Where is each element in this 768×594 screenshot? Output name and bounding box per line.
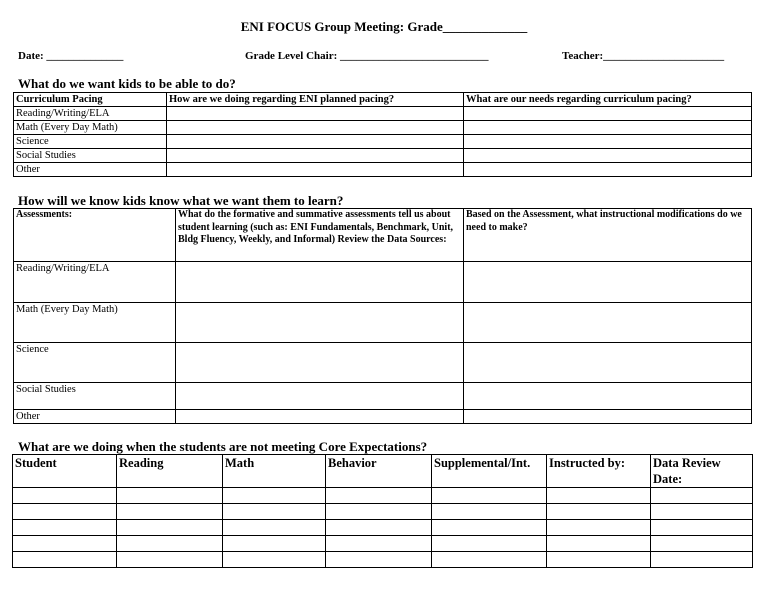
table-cell	[13, 552, 117, 568]
column-header: Data Review Date:	[651, 455, 753, 488]
table-cell	[13, 520, 117, 536]
table-cell	[176, 303, 464, 343]
table-cell	[464, 163, 752, 177]
table-row	[14, 410, 752, 424]
row-label: Science	[14, 135, 167, 149]
row-label: Social Studies	[14, 383, 176, 410]
column-header: Curriculum Pacing	[14, 93, 167, 107]
table-cell	[432, 504, 547, 520]
table-row	[13, 504, 753, 520]
table-cell	[167, 135, 464, 149]
table-cell	[464, 107, 752, 121]
column-header: Based on the Assessment, what instructional modifications do we need to make?	[464, 209, 752, 262]
table-header-row	[14, 93, 752, 107]
column-header: What do the formative and summative assessments tell us about student learning (such as: ENI Fundamentals, Benchmark, Unit, Bldg Fluency, Weekly, and Informal) Review the Data Sources:	[176, 209, 464, 262]
date-field: Date: ______________	[18, 50, 124, 62]
row-label: Other	[14, 163, 167, 177]
table-cell	[651, 536, 753, 552]
column-header: Instructed by:	[547, 455, 651, 488]
column-header: Student	[13, 455, 117, 488]
table-cell	[651, 520, 753, 536]
table-cell	[223, 488, 326, 504]
table-cell	[117, 488, 223, 504]
teacher-field: Teacher:______________________	[562, 50, 725, 62]
table-row	[13, 488, 753, 504]
table-cell	[223, 504, 326, 520]
table-cell	[464, 383, 752, 410]
table-header-row	[13, 455, 753, 488]
row-label: Reading/Writing/ELA	[14, 107, 167, 121]
table-row	[14, 121, 752, 135]
table-cell	[547, 488, 651, 504]
row-label: Math (Every Day Math)	[14, 121, 167, 135]
section3-heading: What are we doing when the students are not meeting Core Expectations?	[18, 439, 428, 454]
table-row	[14, 163, 752, 177]
table-cell	[547, 504, 651, 520]
table-cell	[326, 520, 432, 536]
table-row	[14, 383, 752, 410]
page-title: ENI FOCUS Group Meeting: Grade_____________	[240, 19, 528, 34]
table-row	[14, 149, 752, 163]
table-cell	[176, 383, 464, 410]
table-cell	[464, 149, 752, 163]
table-cell	[326, 504, 432, 520]
table-cell	[117, 552, 223, 568]
table-row	[13, 536, 753, 552]
section2-heading: How will we know kids know what we want them to learn?	[18, 193, 344, 208]
table-cell	[432, 536, 547, 552]
section1-heading: What do we want kids to be able to do?	[18, 76, 236, 91]
table-cell	[176, 343, 464, 383]
table-cell	[176, 410, 464, 424]
table-row	[14, 107, 752, 121]
row-label: Science	[14, 343, 176, 383]
table-cell	[464, 135, 752, 149]
table-cell	[13, 504, 117, 520]
table-cell	[432, 488, 547, 504]
table-cell	[223, 552, 326, 568]
table-row	[14, 303, 752, 343]
table-cell	[326, 552, 432, 568]
table-cell	[651, 504, 753, 520]
table-cell	[223, 520, 326, 536]
row-label: Math (Every Day Math)	[14, 303, 176, 343]
table-cell	[167, 149, 464, 163]
table-row	[14, 135, 752, 149]
column-header: How are we doing regarding ENI planned pacing?	[167, 93, 464, 107]
table-cell	[651, 552, 753, 568]
curriculum-pacing-table	[13, 92, 752, 177]
table-cell	[13, 488, 117, 504]
table-cell	[547, 536, 651, 552]
table-cell	[167, 107, 464, 121]
row-label: Other	[14, 410, 176, 424]
table-row	[14, 262, 752, 303]
table-cell	[167, 163, 464, 177]
table-cell	[464, 410, 752, 424]
table-cell	[326, 536, 432, 552]
table-row	[13, 552, 753, 568]
core-expectations-table	[12, 454, 753, 568]
table-cell	[432, 520, 547, 536]
column-header: Supplemental/Int.	[432, 455, 547, 488]
table-cell	[176, 262, 464, 303]
table-cell	[464, 262, 752, 303]
table-cell	[223, 536, 326, 552]
table-header-row	[14, 209, 752, 262]
table-cell	[167, 121, 464, 135]
table-row	[14, 343, 752, 383]
assessments-table	[13, 208, 752, 424]
grade-level-chair-field: Grade Level Chair: ___________________________	[245, 50, 489, 62]
column-header: Assessments:	[14, 209, 176, 262]
table-cell	[117, 520, 223, 536]
column-header: What are our needs regarding curriculum pacing?	[464, 93, 752, 107]
row-label: Reading/Writing/ELA	[14, 262, 176, 303]
table-cell	[651, 488, 753, 504]
table-cell	[326, 488, 432, 504]
table-cell	[547, 520, 651, 536]
column-header: Math	[223, 455, 326, 488]
table-cell	[117, 504, 223, 520]
table-cell	[432, 552, 547, 568]
table-cell	[13, 536, 117, 552]
column-header: Behavior	[326, 455, 432, 488]
column-header: Reading	[117, 455, 223, 488]
table-cell	[547, 552, 651, 568]
table-row	[13, 520, 753, 536]
table-cell	[464, 121, 752, 135]
table-cell	[464, 343, 752, 383]
row-label: Social Studies	[14, 149, 167, 163]
table-cell	[464, 303, 752, 343]
table-cell	[117, 536, 223, 552]
